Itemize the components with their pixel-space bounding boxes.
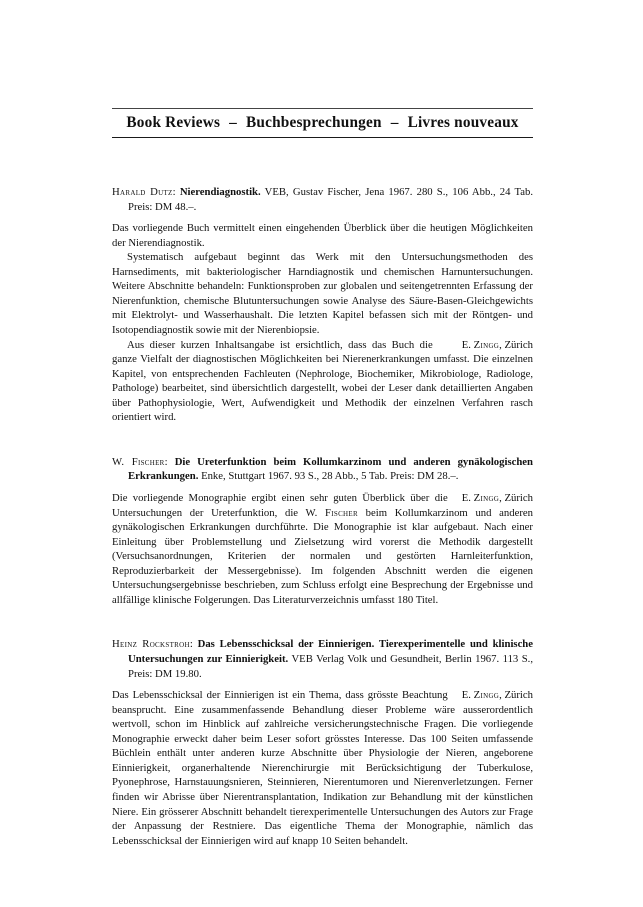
review-imprint: VEB Verlag Volk und Gesundheit, Berlin 1967. 113 S., Preis: DM 19.80. (128, 653, 533, 680)
masthead-separator-1: – (229, 114, 237, 131)
masthead-part-french: Livres nouveaux (407, 114, 519, 131)
reviewer-initial: E. (461, 689, 474, 702)
reviewer-initial: E. (461, 492, 474, 505)
reviewer-city: , Zürich (499, 492, 533, 505)
masthead-rule-bottom (112, 137, 533, 138)
review-heading (112, 185, 533, 214)
review-paragraph (112, 491, 533, 607)
inline-author-name: Fischer (325, 506, 358, 519)
masthead-part-german: Buchbesprechungen (245, 114, 382, 131)
reviewer-signature (462, 688, 533, 703)
masthead (112, 108, 533, 138)
review-paragraph (112, 688, 533, 848)
review-body (112, 221, 533, 425)
review-heading (112, 455, 533, 484)
review-title: Das Lebensschicksal der Einnierigen. Tierexperimentelle und klinische Untersuchungen zur Einnierigkeit. (128, 638, 533, 665)
review-imprint: Enke, Stuttgart 1967. 93 S., 28 Abb., 5 Tab. Preis: DM 28.–. (198, 470, 459, 483)
reviews-list (112, 185, 533, 848)
reviewer-name: Zingg (473, 338, 500, 351)
review-colon: : (189, 638, 193, 651)
reviewer-city: , Zürich (499, 338, 533, 351)
review-entry (112, 185, 533, 425)
page-content (112, 0, 533, 848)
page-title (112, 109, 533, 137)
review-title: Nierendiagnostik. (179, 186, 261, 198)
reviewer-name: Zingg (473, 689, 500, 702)
reviewer-signature (447, 338, 533, 353)
masthead-part-english: Book Reviews (126, 114, 221, 131)
review-paragraph-text: Das Lebensschicksal der Einnierigen ist ein Thema, dass grösste Beachtung beansprucht. Eine zusammenfassende Behandlung dieser Probleme wäre ausserordentlich wertvoll, schon im Hinblick auf zahlreiche versicherungstechnische Fragen. Die vorliegende Monographie erweckt daher beim Leser sofort grösstes Interesse. Das 100 Seiten umfassende Büchlein enthält unter anderen kurze Abschnitte über Physiologie der Nieren, angeborene Einnierigkeit, organerhaltende Nierenchirurgie mit Berücksichtigung der Tuberkulose, Pyonephrose, Harnstauungsnieren, Steinnieren, Nierentumoren und Nierenverletzungen. Ferner finden wir Abrisse über Nierentransplantation, Indikation zur Behandlung mit der künstlichen Niere. Ein grösserer Abschnitt behandelt tierexperimentelle Untersuchungen des Autors zur Frage der Anpassung der Restniere. Das eigentliche Thema der Monographie, nämlich das Lebensschicksal der Einnierigen wird auf knapp 10 Seiten behandelt. (112, 689, 533, 847)
reviewer-city: , Zürich (499, 689, 533, 702)
review-paragraph: Das vorliegende Buch vermittelt einen eingehenden Überblick über die heutigen Möglichkeiten der Nierendiagnostik. (112, 222, 533, 249)
review-body (112, 688, 533, 848)
review-colon: : (164, 455, 168, 468)
review-heading (112, 637, 533, 681)
reviewer-name: Zingg (473, 492, 500, 505)
review-paragraph: Systematisch aufgebaut beginnt das Werk mit den Untersuchungsmethoden des Harnsediments, mit bakteriologischer Harndiagnostik und chemischen Harnuntersuchungen. Weitere Abschnitte behandeln: Funktionsproben zur globalen und seitengetrennten Erfassung der Nierenfunktion, chemische Blutuntersuchungen sowie Analyse des Säure-Basen-Gleichgewichts mit Elektrolyt- und Wasserhaushalt. Die letzten Kapitel befassen sich mit der Röntgen- und Isotopendiagnostik sowie mit der Nierenbiopsie. (112, 251, 533, 337)
review-paragraph-text: Aus dieser kurzen Inhaltsangabe ist ersichtlich, dass das Buch die ganze Vielfalt der diagnostischen Möglichkeiten bei Nierenerkrankungen umfasst. Die einzelnen Kapitel, von entsprechenden Fachleuten (Nephrologe, Biochemiker, Mikrobiologe, Radiologe, Pathologe) bearbeitet, sind übersichtlich dargestellt, wobei der Leser dank detaillierten Angaben über Pathophysiologie, Wert, Aufwendigkeit und Methodik der einzelnen Verfahren rasch orientiert wird. (112, 338, 533, 424)
masthead-separator-2: – (390, 114, 399, 131)
review-body (112, 491, 533, 607)
review-paragraph-text: Die vorliegende Monographie ergibt einen sehr guten Überblick über die Untersuchungen der Ureterfunktion, die W. Fischer beim Kollumkarzinom und anderen gynäkologischen Erkrankungen durchführte. Die Monographie ist klar aufgebaut. Nach einer Einleitung über Problemstellung und Zielsetzung wird vorerst die Methodik dargestellt (Versuchsanordnungen, Kriterien der normalen und gestörten Harnleiterfunktion, Reproduzierbarkeit der Messergebnisse). Im folgenden Abschnitt werden die eigenen Untersuchungsergebnisse beschrieben, zum Schluss erfolgt eine Besprechung der Ergebnisse und allfällige klinische Folgerungen. Das Literaturverzeichnis umfasst 180 Titel. (112, 492, 533, 606)
reviewer-initial: E. (461, 338, 474, 351)
review-title: Die Ureterfunktion beim Kollumkarzinom und anderen gynäkologischen Erkrankungen. (128, 455, 533, 483)
review-entry (112, 455, 533, 608)
review-paragraph (112, 338, 533, 425)
review-entry (112, 637, 533, 848)
review-author: Heinz Rockstroh (112, 638, 190, 651)
review-author: W. Fischer (112, 455, 165, 468)
reviewer-signature (462, 491, 533, 506)
review-imprint: VEB, Gustav Fischer, Jena 1967. 280 S., 106 Abb., 24 Tab. Preis: DM 48.–. (128, 186, 534, 213)
review-author: Harald Dutz (112, 186, 173, 198)
review-colon: : (172, 186, 176, 198)
